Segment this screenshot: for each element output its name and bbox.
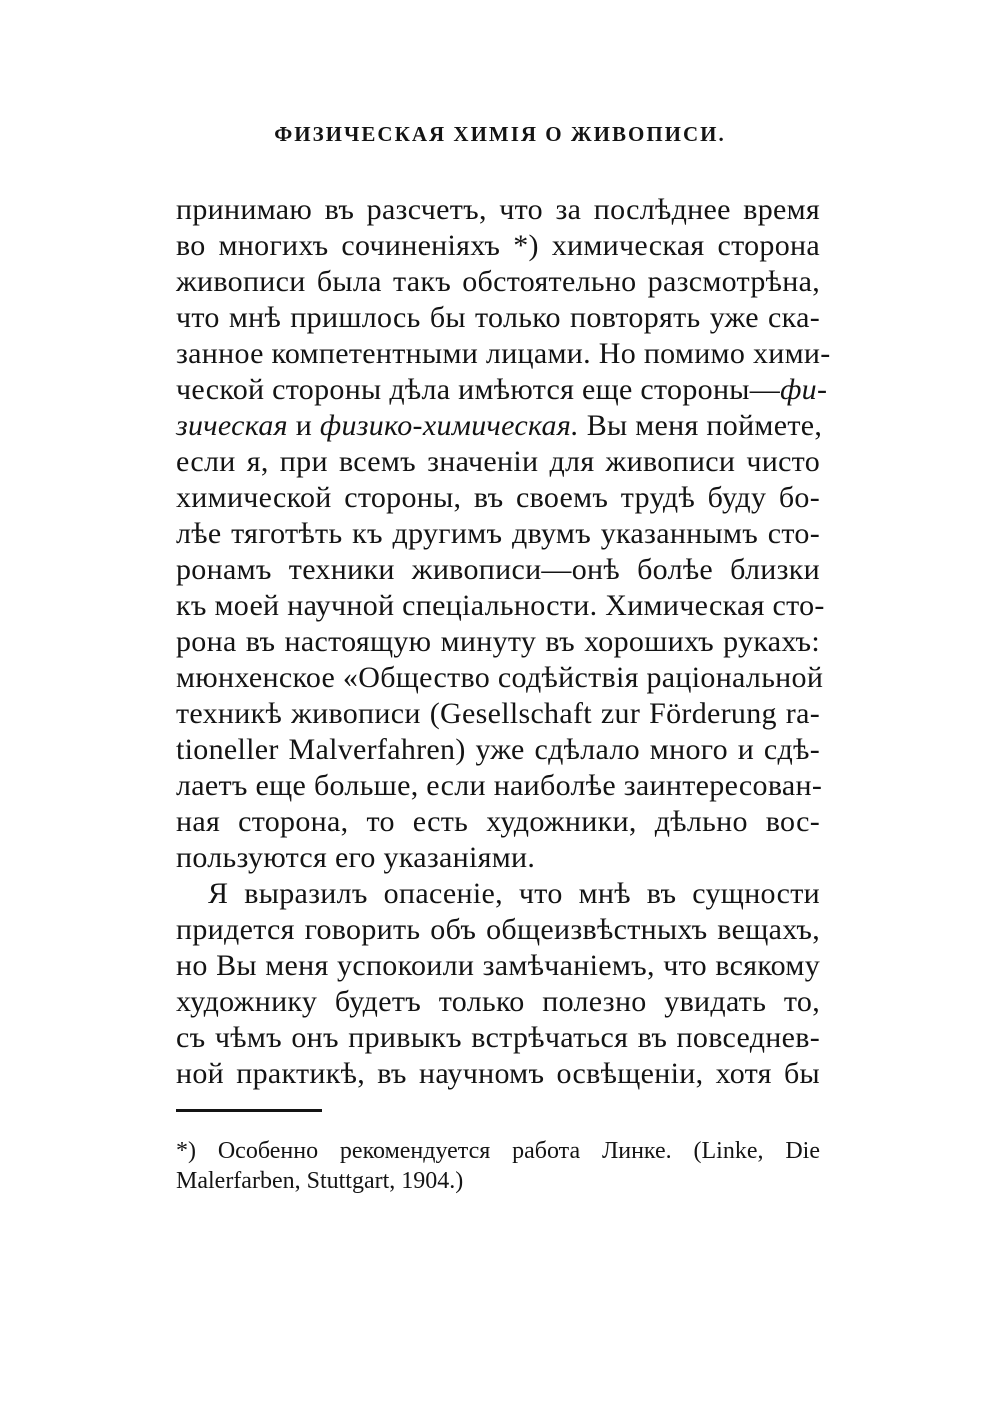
text-line: если я, при всемъ значеніи для живописи чисто <box>176 445 820 478</box>
text-line: къ моей научной спеціальности. Химическая сто- <box>176 589 825 622</box>
text-line <box>176 372 828 408</box>
italic-term: физико-химическая. <box>319 409 579 442</box>
text-line: что мнѣ пришлось бы только повторять уже ска- <box>176 301 820 334</box>
text-line: лаетъ еще больше, если наиболѣе заинтересован- <box>176 769 823 802</box>
text-span: ческой стороны дѣла имѣются еще стороны— <box>176 373 781 406</box>
text-line: рона въ настоящую минуту въ хорошихъ рукахъ: <box>176 625 820 658</box>
text-line: съ чѣмъ онъ привыкъ встрѣчаться въ повседнев- <box>176 1021 820 1054</box>
text-line: живописи была такъ обстоятельно разсмотрѣна, <box>176 265 820 298</box>
text-line: занное компетентными лицами. Но помимо хими- <box>176 337 831 370</box>
text-span: и <box>287 409 320 442</box>
text-line: Я выразилъ опасеніе, что мнѣ въ сущности <box>208 877 820 910</box>
footnote-rule <box>176 1109 322 1112</box>
text-span: Вы меня поймете, <box>578 409 823 442</box>
text-line: tioneller Malverfahren) уже сдѣлало много и сдѣ- <box>176 733 820 766</box>
text-line: химической стороны, въ своемъ трудѣ буду бо- <box>176 481 820 514</box>
text-line: придется говорить объ общеизвѣстныхъ вещахъ, <box>176 913 820 946</box>
footnote-line: *) Особенно рекомендуется работа Линке. (Linke, Die <box>176 1138 820 1164</box>
italic-term: фи- <box>780 373 828 406</box>
text-line: ная сторона, то есть художники, дѣльно вос- <box>176 805 820 838</box>
footnote-line: Malerfarben, Stuttgart, 1904.) <box>176 1168 464 1194</box>
text-line: художнику будетъ только полезно увидать то, <box>176 985 820 1018</box>
italic-term: зическая <box>176 409 288 442</box>
text-line: пользуются его указаніями. <box>176 841 536 874</box>
text-line: мюнхенское «Общество содѣйствія раціональной <box>176 661 824 694</box>
text-line: во многихъ сочиненіяхъ *) химическая сторона <box>176 229 820 262</box>
text-line: принимаю въ разсчетъ, что за послѣднее время <box>176 193 820 226</box>
text-line <box>176 408 823 444</box>
text-line: техникѣ живописи (Gesellschaft zur Förderung ra- <box>176 697 820 730</box>
text-line: лѣе тяготѣть къ другимъ двумъ указаннымъ сто- <box>176 517 820 550</box>
running-title: ФИЗИЧЕСКАЯ ХИМІЯ О ЖИВОПИСИ. <box>274 122 726 146</box>
text-line: ронамъ техники живописи—онѣ болѣе близки <box>176 553 820 586</box>
text-line: но Вы меня успокоили замѣчаніемъ, что всякому <box>176 949 820 982</box>
text-line: ной практикѣ, въ научномъ освѣщеніи, хотя бы <box>176 1057 820 1090</box>
